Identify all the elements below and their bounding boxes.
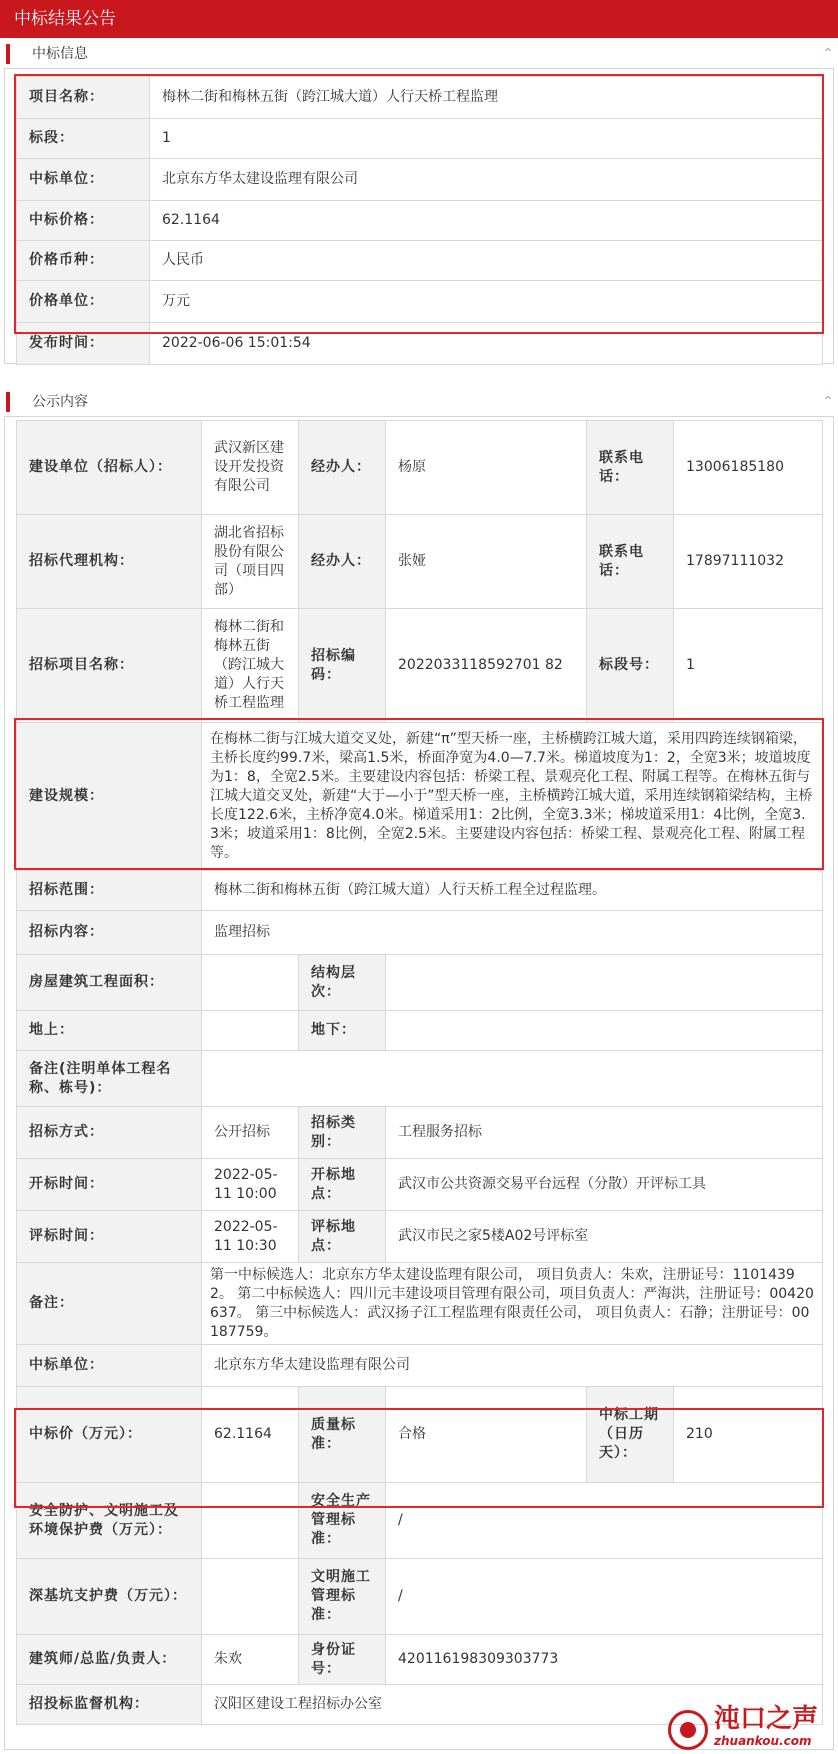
label-eval-place: 评标地点：: [299, 1211, 386, 1263]
collapse-up-icon[interactable]: ⌃: [822, 394, 834, 410]
table-row: [17, 1011, 823, 1051]
value-quality: 合格: [386, 1387, 587, 1483]
value-remark: 第一中标候选人：北京东方华太建设监理有限公司， 项目负责人：朱欢，注册证号：11014392。 第二中标候选人：四川元丰建设项目管理有限公司，项目负责人：严海洪，注册证号：00420637。 第三中标候选人：武汉扬子江工程监理有限责任公司， 项目负责人：石静；注册证号：00187759。: [202, 1263, 823, 1345]
value-builder: 武汉新区建设开发投资有限公司: [202, 421, 299, 515]
table-row: [17, 77, 823, 119]
value-building-area: [202, 955, 299, 1011]
label-bid-price: 中标价（万元）：: [17, 1387, 202, 1483]
watermark-name: 沌口之声: [714, 1704, 819, 1734]
watermark-logo: [668, 1704, 828, 1752]
table-row: [17, 1559, 823, 1635]
section-marker: [6, 44, 10, 64]
value-above-ground: [202, 1011, 299, 1051]
table-row: [17, 911, 823, 955]
label-remark-unit: 备注(注明单体工程名称、栋号)：: [17, 1051, 202, 1107]
label-content: 招标内容：: [17, 911, 202, 955]
label-phone: 联系电话：: [587, 515, 674, 609]
label-architect: 建筑师/总监/负责人：: [17, 1635, 202, 1685]
value-below-ground: [386, 1011, 823, 1051]
value-architect: 朱欢: [202, 1635, 299, 1685]
table-row: [17, 421, 823, 515]
table-row: [17, 201, 823, 241]
field-value: 人民币: [150, 241, 823, 281]
label-scale: 建设规模：: [17, 723, 202, 871]
label-safety-fee: 安全防护、文明施工及环境保护费（万元）：: [17, 1483, 202, 1559]
label-handler: 经办人：: [299, 515, 386, 609]
table-row: [17, 323, 823, 365]
label-pit-fee: 深基坑支护费（万元）：: [17, 1559, 202, 1635]
value-phone: 13006185180: [674, 421, 823, 515]
label-handler: 经办人：: [299, 421, 386, 515]
label-below-ground: 地下：: [299, 1011, 386, 1051]
field-label: 价格单位：: [17, 281, 150, 323]
value-safety-fee: [202, 1483, 299, 1559]
label-building-area: 房屋建筑工程面积：: [17, 955, 202, 1011]
logo-circle-icon: [668, 1710, 708, 1750]
value-open-place: 武汉市公共资源交易平台远程（分散）开评标工具: [386, 1159, 823, 1211]
table-row: [17, 119, 823, 159]
value-safety-standard: /: [386, 1483, 823, 1559]
table-row: [17, 609, 823, 723]
table-row: [17, 159, 823, 201]
announcement-table: [16, 420, 823, 1725]
label-open-place: 开标地点：: [299, 1159, 386, 1211]
field-value: 北京东方华太建设监理有限公司: [150, 159, 823, 201]
table-row: [17, 281, 823, 323]
table-row: [17, 1387, 823, 1483]
value-scale: 在梅林二街与江城大道交叉处，新建“π”型天桥一座，主桥横跨江城大道，采用四跨连续钢箱梁，主桥长度约99.7米，梁高1.5米，桥面净宽为4.0—7.7米。梯道坡度为1：2，全宽3米；坡道坡度为1：8，全宽2.5米。主要建设内容包括：桥梁工程、景观亮化工程、附属工程等。在梅林五街与江城大道交叉处，新建“大于—小于”型天桥一座，主桥横跨江城大道，采用连续钢箱梁结构，主桥长度122.6米，主桥净宽4.0米。梯道采用1：2比例，全宽3.3米；梯坡道采用1：4比例，全宽3.3米；坡道采用1：8比例，全宽2.5米。主要建设内容包括：桥梁工程、景观亮化工程、附属工程等。: [202, 723, 823, 871]
table-row: [17, 1107, 823, 1159]
table-row: [17, 723, 823, 871]
value-lot-number: 1: [674, 609, 823, 723]
section-marker: [6, 392, 10, 412]
label-civil-standard: 文明施工管理标准：: [299, 1559, 386, 1635]
field-value: 万元: [150, 281, 823, 323]
value-winner: 北京东方华太建设监理有限公司: [202, 1345, 823, 1387]
value-range: 梅林二街和梅林五街（跨江城大道）人行天桥工程全过程监理。: [202, 871, 823, 911]
table-row: [17, 955, 823, 1011]
label-winner: 中标单位：: [17, 1345, 202, 1387]
value-duration: 210: [674, 1387, 823, 1483]
value-civil-standard: /: [386, 1559, 823, 1635]
label-category: 招标类别：: [299, 1107, 386, 1159]
table-row: [17, 1345, 823, 1387]
field-label: 发布时间：: [17, 323, 150, 365]
value-supervisor: 汉阳区建设工程招标办公室: [202, 1685, 823, 1725]
watermark-domain: zhuankou.com: [714, 1734, 812, 1748]
field-value: 62.1164: [150, 201, 823, 241]
collapse-up-icon[interactable]: ⌃: [822, 46, 834, 62]
value-eval-time: 2022-05-11 10:30: [202, 1211, 299, 1263]
table-row: [17, 1159, 823, 1211]
table-row: [17, 1263, 823, 1345]
label-tender-code: 招标编码：: [299, 609, 386, 723]
value-pit-fee: [202, 1559, 299, 1635]
value-id-number: 420116198309303773: [386, 1635, 823, 1685]
label-range: 招标范围：: [17, 871, 202, 911]
label-open-time: 开标时间：: [17, 1159, 202, 1211]
label-method: 招标方式：: [17, 1107, 202, 1159]
field-label: 中标价格：: [17, 201, 150, 241]
bid-info-table: [16, 76, 823, 365]
label-project-name: 招标项目名称：: [17, 609, 202, 723]
label-remark: 备注：: [17, 1263, 202, 1345]
section-header-bid-info: [0, 42, 838, 66]
page-title: 中标结果公告: [0, 0, 838, 38]
value-handler: 杨原: [386, 421, 587, 515]
field-label: 标段：: [17, 119, 150, 159]
value-agency: 湖北省招标股份有限公司（项目四部）: [202, 515, 299, 609]
label-structure: 结构层次：: [299, 955, 386, 1011]
value-tender-code: 2022033118592701 82: [386, 609, 587, 723]
label-agency: 招标代理机构：: [17, 515, 202, 609]
value-method: 公开招标: [202, 1107, 299, 1159]
value-phone: 17897111032: [674, 515, 823, 609]
field-value: 1: [150, 119, 823, 159]
label-builder: 建设单位（招标人）：: [17, 421, 202, 515]
table-row: [17, 1211, 823, 1263]
label-lot-number: 标段号：: [587, 609, 674, 723]
value-eval-place: 武汉市民之家5楼A02号评标室: [386, 1211, 823, 1263]
section-title: 公示内容: [32, 394, 88, 410]
value-project-name: 梅林二街和梅林五街（跨江城大道）人行天桥工程监理: [202, 609, 299, 723]
label-quality: 质量标准：: [299, 1387, 386, 1483]
table-row: [17, 871, 823, 911]
label-id-number: 身份证号：: [299, 1635, 386, 1685]
field-value: 2022-06-06 15:01:54: [150, 323, 823, 365]
section-title: 中标信息: [32, 46, 88, 62]
table-row: [17, 1635, 823, 1685]
label-eval-time: 评标时间：: [17, 1211, 202, 1263]
table-row: [17, 515, 823, 609]
label-supervisor: 招投标监督机构：: [17, 1685, 202, 1725]
table-row: [17, 241, 823, 281]
table-row: [17, 1051, 823, 1107]
label-duration: 中标工期（日历天）：: [587, 1387, 674, 1483]
value-handler: 张娅: [386, 515, 587, 609]
section-header-announcement: [0, 390, 838, 414]
label-above-ground: 地上：: [17, 1011, 202, 1051]
value-bid-price: 62.1164: [202, 1387, 299, 1483]
value-open-time: 2022-05-11 10:00: [202, 1159, 299, 1211]
field-label: 项目名称：: [17, 77, 150, 119]
value-category: 工程服务招标: [386, 1107, 823, 1159]
label-phone: 联系电话：: [587, 421, 674, 515]
table-row: [17, 1483, 823, 1559]
value-remark-unit: [202, 1051, 823, 1107]
field-value: 梅林二街和梅林五街（跨江城大道）人行天桥工程监理: [150, 77, 823, 119]
field-label: 价格币种：: [17, 241, 150, 281]
field-label: 中标单位：: [17, 159, 150, 201]
value-content: 监理招标: [202, 911, 823, 955]
label-safety-standard: 安全生产管理标准：: [299, 1483, 386, 1559]
value-structure: [386, 955, 823, 1011]
